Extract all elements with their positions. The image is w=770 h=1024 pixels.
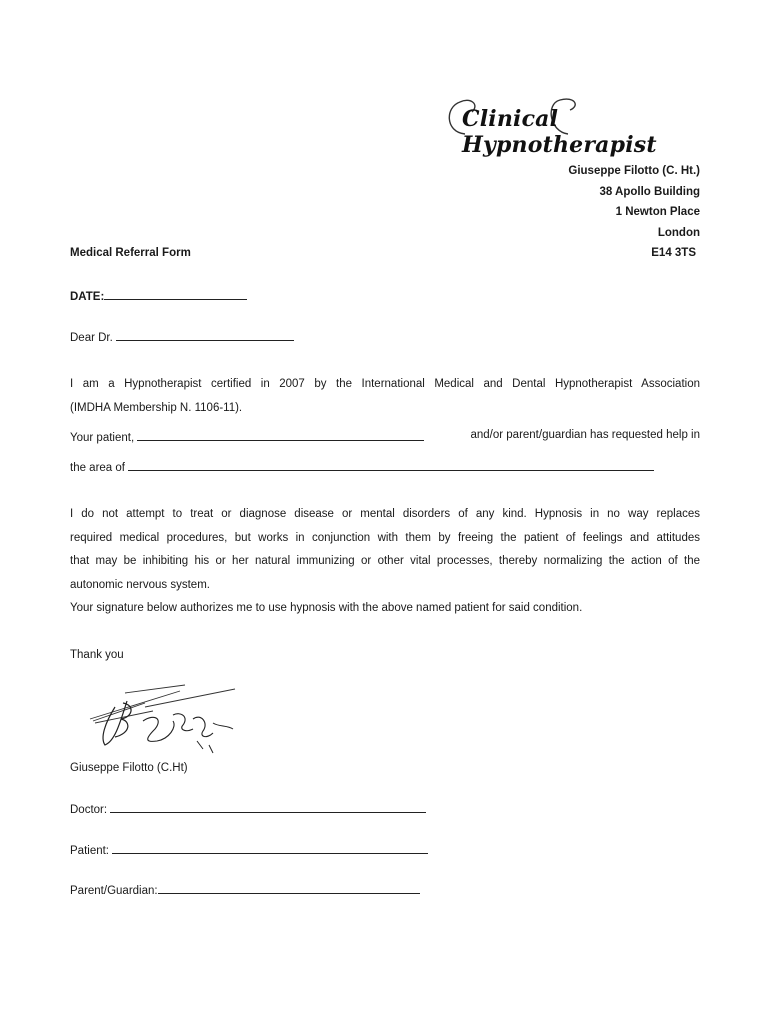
logo [440,92,705,158]
address-place: 1 Newton Place [615,206,700,218]
signature-icon [85,683,245,755]
guardian-signature-field[interactable] [158,882,420,894]
patient-name-field[interactable] [137,429,424,441]
area-row [70,459,654,474]
address-city: London [657,227,700,239]
date-row [70,288,247,303]
signer-name: Giuseppe Filotto (C.Ht) [70,762,188,774]
patient-suffix: and/or parent/guardian has requested help in [470,429,700,441]
body-line-4: autonomic nervous system. [70,578,210,591]
salutation-row [70,329,294,344]
intro-line-1: I am a Hypnotherapist certified in 2007 by the International Medical and Dental Hypnotherapist Association [70,378,700,390]
patient-signature-row [70,842,428,857]
patient-signature-field[interactable] [112,842,428,854]
patient-label: Patient: [70,845,109,857]
date-field[interactable] [104,288,247,300]
area-field[interactable] [128,459,654,471]
address-street: 38 Apollo Building [599,186,700,198]
guardian-signature-row [70,882,420,897]
patient-row [70,429,700,444]
patient-prefix [70,429,424,444]
address-postcode: E14 3TS [651,247,696,259]
body-paragraph [70,503,700,621]
date-label: DATE: [70,291,105,303]
intro-paragraph [70,373,700,420]
area-prefix: the area of [70,462,125,474]
doctor-signature-field[interactable] [110,801,426,813]
doctor-name-field[interactable] [116,329,294,341]
closing-text: Thank you [70,649,124,661]
patient-prefix-text: Your patient, [70,432,135,444]
body-line-1: I do not attempt to treat or diagnose disease or mental disorders of any kind. Hypnosis in no way replaces [70,508,700,520]
authorization-text: Your signature below authorizes me to use hypnosis with the above named patient for said condition. [70,602,583,614]
intro-line-2: (IMDHA Membership N. 1106-11). [70,401,243,414]
salutation-text: Dear Dr. [70,332,113,344]
body-line-2: required medical procedures, but works in conjunction with them by freeing the patient of feelings and attitudes [70,531,700,544]
body-line-3: that may be inhibiting his or her natural immunizing or other vital processes, thereby normalizing the action of the [70,555,700,567]
signature-image [85,683,245,755]
form-title: Medical Referral Form [70,247,191,259]
doctor-label: Doctor: [70,804,108,816]
guardian-label: Parent/Guardian: [70,885,158,897]
doctor-signature-row [70,801,426,816]
address-name: Giuseppe Filotto (C. Ht.) [568,165,700,177]
logo-text: Clinical Hypnotherapist [462,106,657,158]
